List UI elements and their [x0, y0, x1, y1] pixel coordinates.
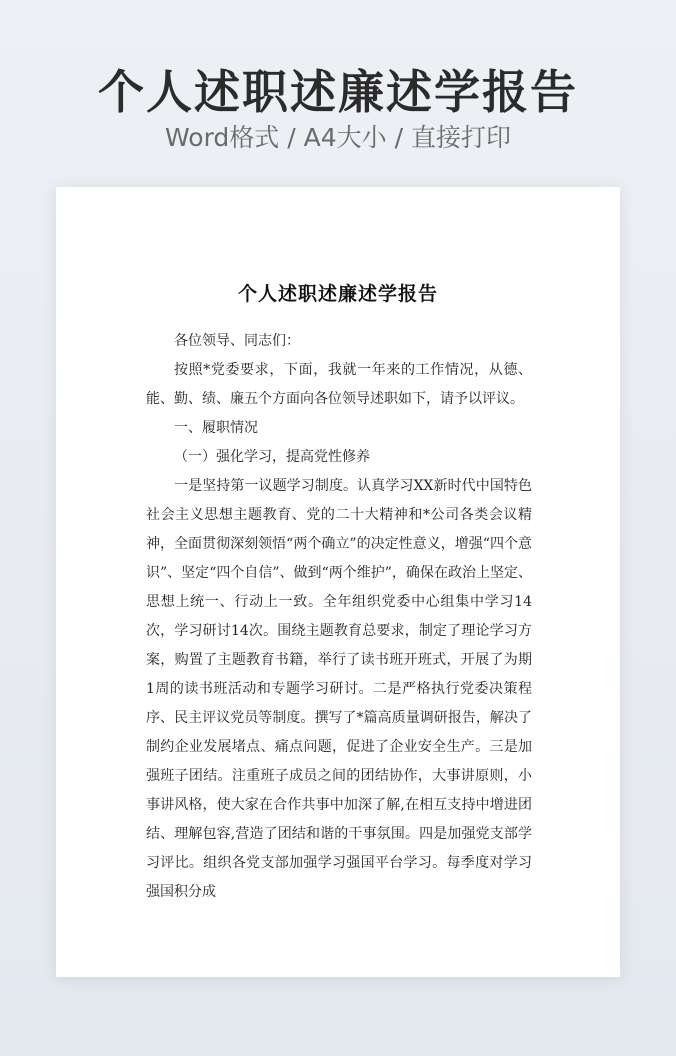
section-heading: 一、履职情况 [174, 420, 258, 436]
banner-subtitle: Word格式 / A4大小 / 直接打印 [165, 123, 511, 152]
banner-title: 个人述职述廉述学报告 [98, 65, 578, 119]
body-paragraph: 一是坚持第一议题学习制度。认真学习XX新时代中国特色社会主义思想主题教育、党的二十大精神和*公司各类会议精神，全面贯彻深刻领悟“两个确立”的决定性意义，增强“四个意识”、坚定“四个自信”、做到“两个维护”，确保在政治上坚定、思想上统一、行动上一致。全年组织党委中心组集中学习14次，学习研讨14次。围绕主题教育总要求，制定了理论学习方案，购置了主题教育书籍，举行了读书班开班式，开展了为期1周的读书班活动和专题学习研讨。二是严格执行党委决策程序、民主评议党员等制度。撰写了*篇高质量调研报告，解决了制约企业发展堵点、痛点问题，促进了企业安全生产。三是加强班子团结。注重班子成员之间的团结协作，大事讲原则，小事讲风格，使大家在合作共事中加深了解,在相互支持中增进团结、理解包容,营造了团结和谐的干事氛围。四是加强党支部学习评比。组织各党支部加强学习强国平台学习。每季度对学习强国积分成 [146, 478, 532, 900]
salutation-paragraph: 各位领导、同志们： [174, 333, 300, 349]
document-body [146, 327, 532, 907]
document-title: 个人述职述廉述学报告 [237, 283, 438, 305]
intro-paragraph: 按照*党委要求，下面，我就一年来的工作情况，从德、能、勤、绩、廉五个方面向各位领导述职如下，请予以评议。 [146, 362, 532, 407]
document-page [56, 187, 620, 977]
subsection-heading: （一）强化学习，提高党性修养 [174, 449, 370, 465]
